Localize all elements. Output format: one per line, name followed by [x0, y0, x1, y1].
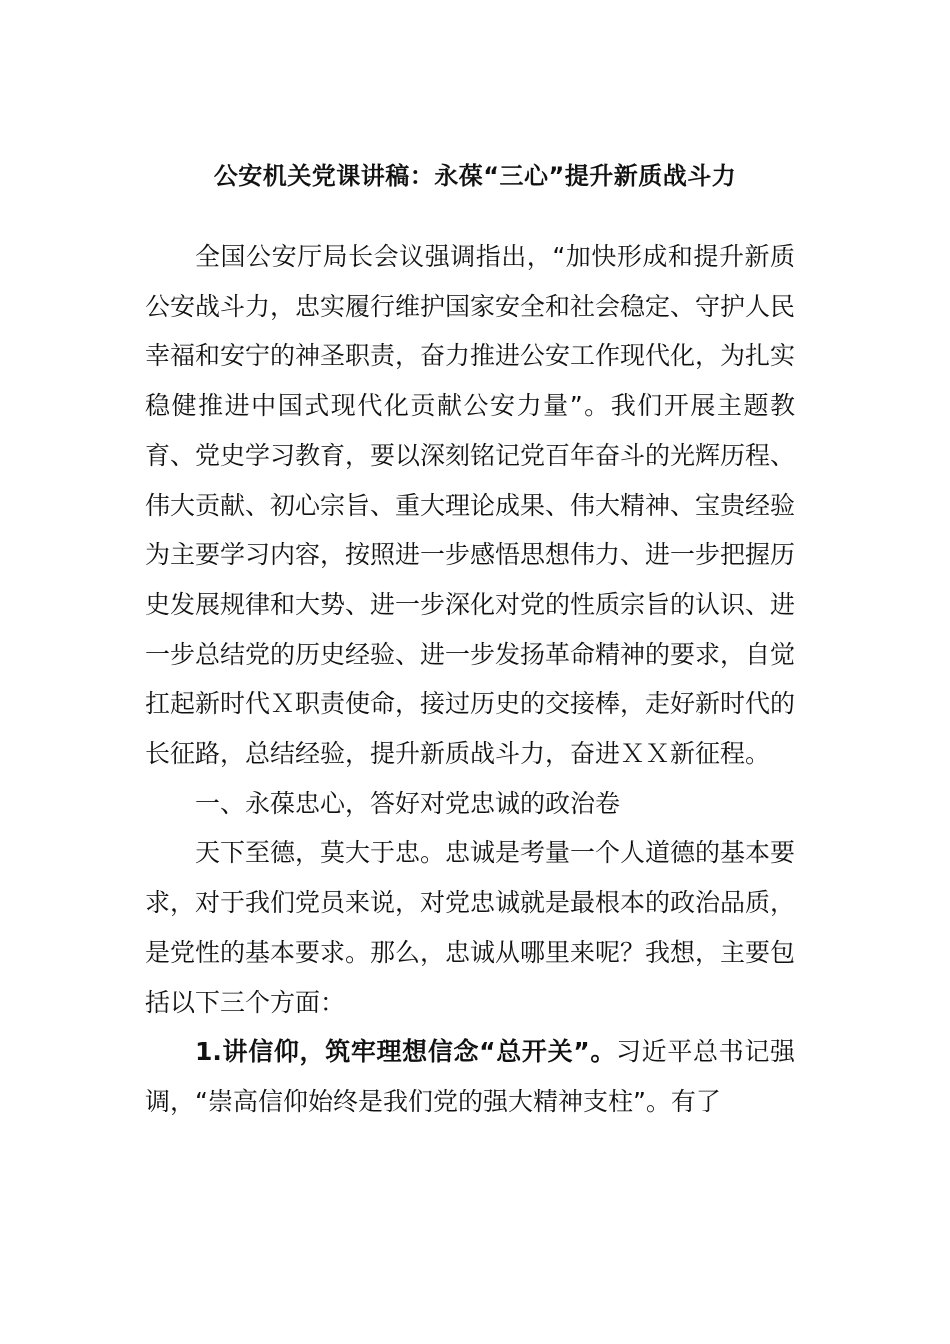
- section-heading-one: 一、永葆忠心，答好对党忠诚的政治卷: [195, 788, 621, 818]
- paragraph-belief-lead: 1.讲信仰，筑牢理想信念“总开关”。: [195, 1037, 617, 1067]
- paragraph-intro: 全国公安厅局长会议强调指出，“加快形成和提升新质公安战斗力，忠实履行维护国家安全和社会稳定、守护人民幸福和安宁的神圣职责，奋力推进公安工作现代化，为扎实稳健推进中国式现代化贡献公安力量”。我们开展主题教育、党史学习教育，要以深刻铭记党百年奋斗的光辉历程、伟大贡献、初心宗旨、重大理论成果、伟大精神、宝贵经验为主要学习内容，按照进一步感悟思想伟力、进一步把握历史发展规律和大势、进一步深化对党的性质宗旨的认识、进一步总结党的历史经验、进一步发扬革命精神的要求，自觉扛起新时代Ｘ职责使命，接过历史的交接棒，走好新时代的长征路，总结经验，提升新质战斗力，奋进ＸＸ新征程。: [145, 242, 796, 769]
- paragraph-belief: [145, 1027, 795, 1126]
- paragraph-loyalty: 天下至德，莫大于忠。忠诚是考量一个人道德的基本要求，对于我们党员来说，对党忠诚就是最根本的政治品质，是党性的基本要求。那么，忠诚从哪里来呢？我想，主要包括以下三个方面：: [145, 838, 796, 1017]
- paragraph-belief-text: 习近平总书记强调，“崇高信仰始终是我们党的强大精神支柱”。有了: [145, 1037, 795, 1116]
- document-body: [145, 232, 795, 1127]
- document-title: 公安机关党课讲稿：永葆“三心”提升新质战斗力: [213, 162, 737, 190]
